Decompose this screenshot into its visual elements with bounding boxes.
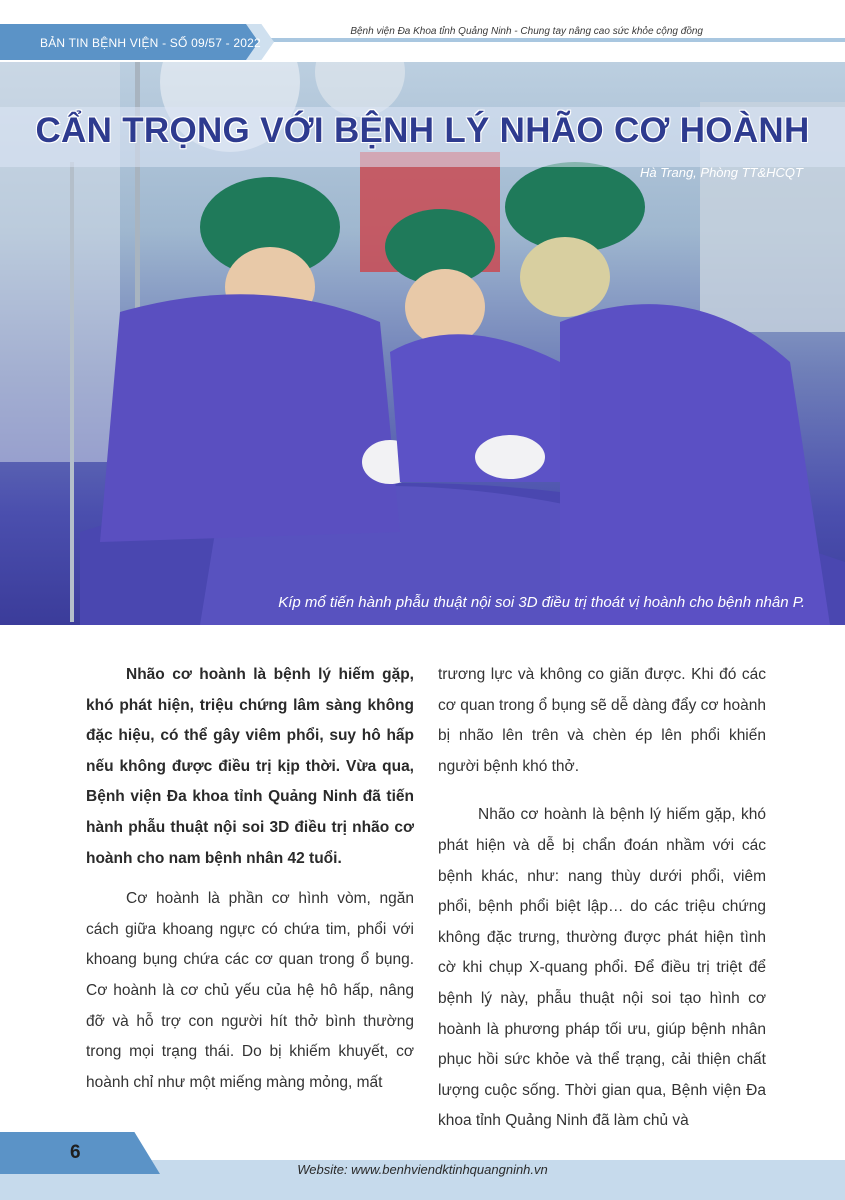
lead-paragraph: Nhão cơ hoành là bệnh lý hiếm gặp, khó phát hiện, triệu chứng lâm sàng không đặc hiệu, có thể gây viêm phổi, suy hô hấp nếu không được điều trị kịp thời. Vừa qua, Bệnh viện Đa khoa tỉnh Quảng Ninh đã tiến hành phẫu thuật nội soi 3D điều trị nhão cơ hoành cho nam bệnh nhân 42 tuổi. (86, 666, 414, 867)
photo-caption: Kíp mổ tiến hành phẫu thuật nội soi 3D điều trị thoát vị hoành cho bệnh nhân P. (278, 594, 805, 611)
article-title: CẨN TRỌNG VỚI BỆNH LÝ NHÃO CƠ HOÀNH (35, 111, 810, 150)
article-author: Hà Trang, Phòng TT&HCQT (639, 165, 803, 180)
body-paragraph-1-continued: trương lực và không co giãn được. Khi đó các cơ quan trong ổ bụng sẽ dễ dàng đẩy cơ hoành bị nhão lên trên và chèn ép lên phổi khiến người bệnh khó thở. (438, 666, 766, 775)
page-number: 6 (70, 1142, 81, 1163)
header-tagline: Bệnh viện Đa Khoa tỉnh Quảng Ninh - Chung tay nâng cao sức khỏe cộng đồng (350, 26, 703, 37)
body-paragraph-2: Nhão cơ hoành là bệnh lý hiếm gặp, khó phát hiện và dễ bị chẩn đoán nhầm với các bệnh khác, như: nang thùy dưới phổi, viêm phổi, bệnh phổi biệt lập… do các triệu chứng không đặc trưng, thường được phát hiện tình cờ khi chụp X-quang phổi. Để điều trị triệt để bệnh lý này, phẫu thuật nội soi tạo hình cơ hoành là phương pháp tối ưu, giúp bệnh nhân phục hồi sức khỏe và thể trạng, cải thiện chất lượng cuộc sống. Thời gian qua, Bệnh viện Đa khoa tỉnh Quảng Ninh đã làm chủ và (438, 806, 766, 1130)
hero-photo (0, 62, 845, 625)
issue-label: BẢN TIN BỆNH VIỆN - SỐ 09/57 - 2022 (40, 36, 261, 50)
column-left (86, 660, 414, 1108)
body-paragraph-1: Cơ hoành là phần cơ hình vòm, ngăn cách giữa khoang ngực có chứa tim, phổi với khoang bụng chứa các cơ quan trong ổ bụng. Cơ hoành là cơ chủ yếu của hệ hô hấp, nâng đỡ và hỗ trợ con người hít thở bình thường trong mọi trạng thái. Do bị khiếm khuyết, cơ hoành chỉ như một miếng màng mỏng, mất (86, 890, 414, 1091)
column-right (438, 660, 766, 1147)
footer-website: Website: www.benhviendktinhquangninh.vn (297, 1162, 548, 1177)
